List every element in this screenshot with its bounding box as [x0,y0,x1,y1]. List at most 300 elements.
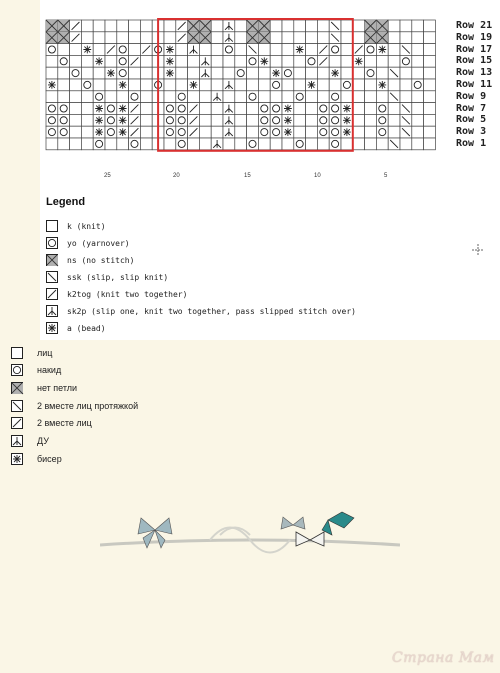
chart-cell [247,138,259,150]
chart-cell [353,32,365,44]
chart-cell [306,138,318,150]
chart-cell [129,44,141,56]
chart-cell [176,114,188,126]
chart-cell [105,55,117,67]
chart-cell [235,114,247,126]
chart-cell [58,55,70,67]
ssk-icon [46,271,58,283]
chart-cell [164,138,176,150]
legend-ru-item [11,433,49,450]
chart-cell [223,55,235,67]
chart-cell [176,126,188,138]
chart-cell [211,55,223,67]
chart-cell [93,67,105,79]
chart-cell [341,79,353,91]
butterfly-divider-image [100,505,400,575]
chart-cell [81,32,93,44]
chart-cell [188,138,200,150]
legend-item [46,269,168,285]
chart-cell [412,67,424,79]
chart-cell [353,79,365,91]
chart-cell [176,67,188,79]
chart-cell [376,67,388,79]
chart-cell [306,91,318,103]
chart-cell [235,91,247,103]
chart-cell [424,91,436,103]
yo-icon [46,237,58,249]
chart-cell [365,103,377,115]
chart-cell [105,32,117,44]
chart-cell [294,55,306,67]
ssk-icon [11,400,23,412]
yo-icon [11,364,23,376]
chart-cell [329,103,341,115]
legend-ru-item-label: 2 вместе лиц [37,418,92,429]
legend-item-label: k (knit) [67,221,106,231]
chart-cell [424,126,436,138]
chart-cell [258,138,270,150]
legend-item [46,320,106,336]
chart-cell [365,114,377,126]
chart-cell [353,126,365,138]
chart-cell [247,103,259,115]
chart-cell [199,79,211,91]
chart-cell [412,20,424,32]
chart-cell [81,20,93,32]
chart-cell [46,91,58,103]
bead-icon [46,322,58,334]
chart-cell [306,114,318,126]
chart-cell [81,126,93,138]
chart-cell [117,32,129,44]
chart-cell [70,55,82,67]
row-label: Row 15 [456,55,493,67]
row-label: Row 5 [456,114,487,126]
chart-cell [282,138,294,150]
chart-cell [365,138,377,150]
legend-item-label: a (bead) [67,323,106,333]
chart-cell [164,126,176,138]
chart-cell [388,20,400,32]
chart-cell [199,126,211,138]
chart-cell [317,91,329,103]
row-label: Row 21 [456,20,493,31]
chart-cell [306,67,318,79]
chart-cell [412,32,424,44]
chart-cell [93,138,105,150]
chart-cell [400,32,412,44]
chart-cell [199,44,211,56]
chart-cell [223,44,235,56]
chart-cell [235,103,247,115]
column-label: 25 [104,173,111,179]
chart-cell [353,91,365,103]
chart-cell [235,55,247,67]
legend-ru-item-label: ДУ [37,436,49,446]
column-label: 20 [173,173,180,179]
chart-cell [341,20,353,32]
chart-cell [282,79,294,91]
chart-cell [211,114,223,126]
row-label: Row 13 [456,67,493,79]
chart-cell [211,44,223,56]
chart-cell [365,44,377,56]
watermark-logo: Страна Мам [392,650,495,666]
chart-cell [211,79,223,91]
chart-cell [140,55,152,67]
knit-icon [11,347,23,359]
chart-cell [329,126,341,138]
chart-cell [58,91,70,103]
chart-cell [199,114,211,126]
column-label: 15 [244,173,251,179]
chart-cell [341,67,353,79]
chart-cell [376,55,388,67]
chart-cell [247,126,259,138]
chart-row [46,126,435,138]
chart-cell [105,138,117,150]
chart-cell [117,138,129,150]
chart-cell [176,91,188,103]
chart-cell [424,20,436,32]
chart-row [46,91,435,103]
chart-cell [376,91,388,103]
chart-cell [258,103,270,115]
legend-ru-item [11,362,61,379]
chart-cell [258,79,270,91]
chart-cell [294,114,306,126]
chart-cell [235,44,247,56]
chart-cell [223,91,235,103]
chart-cell [140,91,152,103]
chart-cell [376,138,388,150]
chart-cell [424,55,436,67]
legend-ru-item [11,415,92,432]
chart-cell [294,67,306,79]
chart-cell [164,114,176,126]
chart-cell [282,67,294,79]
chart-cell [400,138,412,150]
chart-cell [211,67,223,79]
chart-cell [424,44,436,56]
sk2p-icon [46,305,58,317]
chart-cell [58,103,70,115]
chart-cell [270,138,282,150]
chart-cell [93,20,105,32]
legend-item [46,218,106,234]
chart-cell [140,114,152,126]
chart-cell [270,114,282,126]
legend-item [46,235,130,251]
ns-icon [46,254,58,266]
legend-item-label: ns (no stitch) [67,255,135,265]
knit-icon [46,220,58,232]
legend-title: Legend [46,196,86,208]
chart-cell [341,44,353,56]
chart-cell [329,55,341,67]
chart-cell [117,55,129,67]
k2tog-icon [46,288,58,300]
chart-cell [176,55,188,67]
legend-ru-item-label: бисер [37,453,62,464]
chart-cell [211,20,223,32]
chart-cell [188,55,200,67]
chart-cell [199,138,211,150]
chart-cell [176,44,188,56]
chart-cell [317,32,329,44]
chart-cell [247,114,259,126]
chart-cell [388,126,400,138]
chart-cell [70,91,82,103]
chart-cell [412,55,424,67]
chart-cell [129,138,141,150]
chart-cell [258,44,270,56]
row-label: Row 1 [456,138,487,149]
chart-cell [188,67,200,79]
chart-cell [140,32,152,44]
knitting-chart-grid [44,18,439,173]
chart-cell [211,126,223,138]
legend-ru-item-label: лиц [37,347,53,358]
chart-cell [365,126,377,138]
chart-cell [270,32,282,44]
column-label: 10 [314,173,321,179]
chart-cell [270,103,282,115]
chart-cell [81,114,93,126]
chart-cell [58,114,70,126]
chart-cell [46,44,58,56]
chart-cell [129,32,141,44]
chart-cell [164,91,176,103]
chart-cell [294,126,306,138]
chart-cell [129,91,141,103]
chart-cell [400,55,412,67]
chart-cell [81,55,93,67]
chart-row [46,114,435,126]
chart-cell [140,79,152,91]
chart-cell [247,79,259,91]
chart-cell [211,103,223,115]
chart-cell [176,103,188,115]
chart-cell [365,79,377,91]
legend-item-label: yo (yarnover) [67,238,130,248]
chart-cell [388,32,400,44]
chart-cell [81,79,93,91]
chart-cell [365,67,377,79]
chart-cell [424,32,436,44]
legend-item [46,252,134,268]
chart-cell [58,79,70,91]
chart-cell [294,32,306,44]
chart-cell [412,126,424,138]
legend-ru-item [11,344,52,361]
chart-cell [329,44,341,56]
chart-cell [317,138,329,150]
chart-cell [129,79,141,91]
chart-cell [388,114,400,126]
chart-cell [117,67,129,79]
chart-cell [353,103,365,115]
chart-cell [81,91,93,103]
chart-cell [247,91,259,103]
legend-ru-item [11,450,62,467]
chart-cell [164,20,176,32]
chart-cell [306,44,318,56]
legend-item-label: sk2p (slip one, knit two together, pass slipped stitch over) [67,306,356,316]
chart-cell [270,79,282,91]
chart-cell [58,67,70,79]
k2tog-icon [11,417,23,429]
legend-ru-item-label: накид [37,365,62,376]
chart-cell [294,79,306,91]
chart-cell [105,91,117,103]
chart-cell [388,79,400,91]
chart-cell [400,67,412,79]
chart-cell [400,79,412,91]
chart-cell [235,79,247,91]
chart-cell [46,103,58,115]
chart-cell [270,55,282,67]
chart-cell [258,114,270,126]
chart-cell [199,91,211,103]
row-label: Row 17 [456,43,493,55]
chart-cell [129,67,141,79]
chart-cell [353,138,365,150]
chart-cell [81,103,93,115]
legend-ru-item [11,397,138,414]
chart-cell [58,44,70,56]
chart-cell [317,103,329,115]
chart-row [46,55,435,67]
chart-cell [70,44,82,56]
row-label: Row 7 [456,102,487,114]
chart-cell [140,126,152,138]
chart-cell [306,32,318,44]
chart-cell [270,20,282,32]
chart-cell [188,91,200,103]
crosshair-cursor-icon [471,243,485,257]
chart-cell [117,44,129,56]
chart-cell [329,91,341,103]
chart-cell [353,67,365,79]
chart-cell [412,114,424,126]
chart-cell [164,79,176,91]
chart-cell [317,79,329,91]
chart-cell [329,79,341,91]
chart-cell [282,20,294,32]
chart-cell [424,138,436,150]
chart-cell [235,138,247,150]
chart-cell [270,91,282,103]
chart-cell [140,20,152,32]
chart-cell [424,103,436,115]
chart-cell [282,91,294,103]
chart-cell [129,20,141,32]
chart-cell [294,20,306,32]
chart-cell [424,79,436,91]
chart-cell [105,126,117,138]
chart-cell [223,138,235,150]
chart-cell [105,79,117,91]
chart-cell [376,114,388,126]
chart-cell [317,114,329,126]
chart-cell [412,103,424,115]
chart-row [46,32,435,44]
chart-cell [306,103,318,115]
chart-cell [258,67,270,79]
chart-cell [70,138,82,150]
legend-ru-item-label: нет петли [37,382,78,393]
chart-cell [317,20,329,32]
chart-cell [235,32,247,44]
chart-row [46,103,435,115]
chart-cell [164,103,176,115]
chart-cell [270,126,282,138]
chart-cell [306,20,318,32]
chart-cell [424,67,436,79]
row-label: Row 19 [456,31,493,43]
chart-cell [105,103,117,115]
chart-cell [388,55,400,67]
chart-cell [329,114,341,126]
chart-cell [329,138,341,150]
chart-cell [400,91,412,103]
chart-cell [46,126,58,138]
chart-cell [282,44,294,56]
chart-cell [117,20,129,32]
chart-cell [365,55,377,67]
chart-cell [412,91,424,103]
chart-cell [176,79,188,91]
chart-cell [58,126,70,138]
chart-cell [258,126,270,138]
chart-cell [223,67,235,79]
chart-cell [140,103,152,115]
chart-cell [70,126,82,138]
chart-cell [424,114,436,126]
legend-ru-item [11,379,77,396]
chart-cell [46,67,58,79]
chart-cell [282,55,294,67]
chart-cell [117,91,129,103]
chart-cell [388,103,400,115]
chart-cell [81,138,93,150]
row-label: Row 3 [456,126,487,138]
chart-cell [235,20,247,32]
chart-cell [140,138,152,150]
chart-cell [306,55,318,67]
chart-cell [93,44,105,56]
chart-cell [317,126,329,138]
chart-cell [270,44,282,56]
legend-item [46,286,187,302]
row-label: Row 9 [456,90,487,102]
chart-cell [164,32,176,44]
chart-cell [235,67,247,79]
chart-cell [341,55,353,67]
legend-item-label: k2tog (knit two together) [67,289,188,299]
chart-cell [282,32,294,44]
chart-cell [353,114,365,126]
chart-cell [376,126,388,138]
column-label: 5 [384,173,388,179]
chart-cell [365,91,377,103]
chart-cell [235,126,247,138]
chart-cell [341,138,353,150]
chart-cell [306,126,318,138]
chart-cell [70,103,82,115]
chart-cell [70,114,82,126]
